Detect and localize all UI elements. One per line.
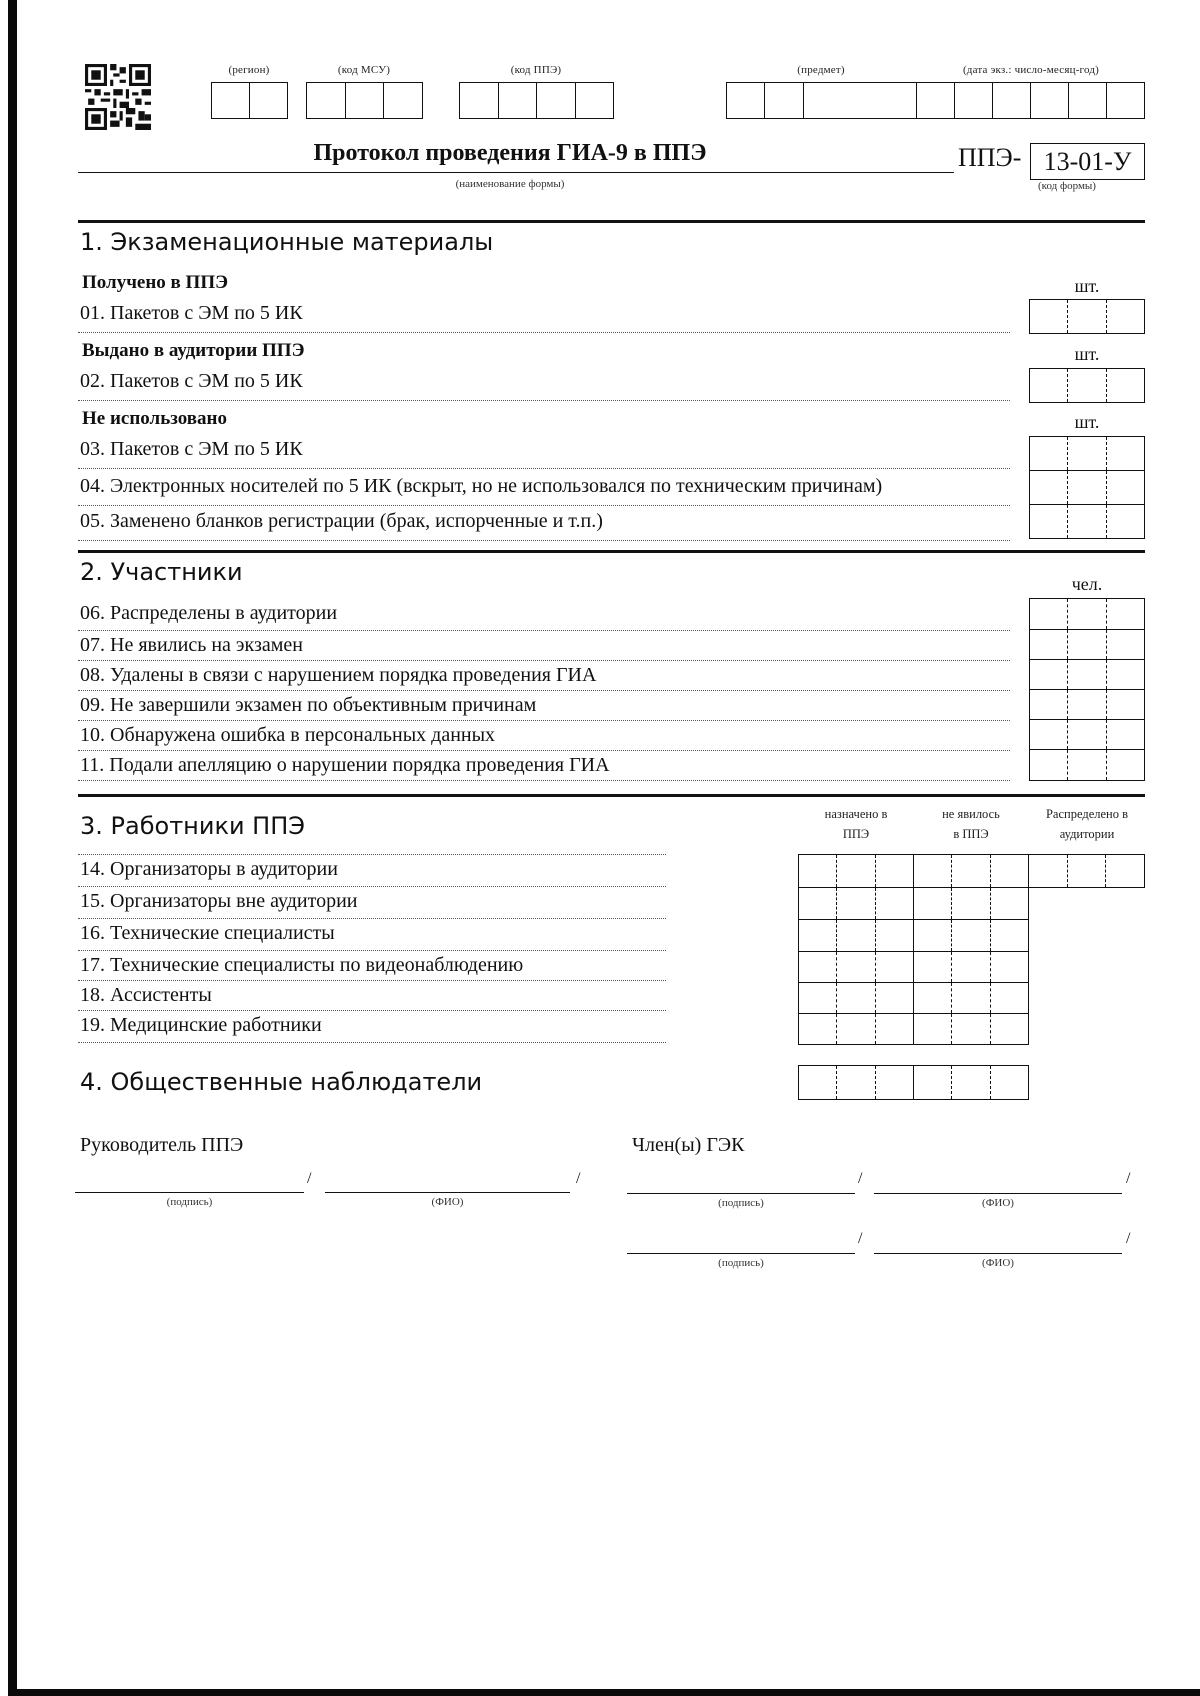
observers-assigned-field[interactable] [798, 1065, 914, 1100]
col-head-assigned [798, 804, 914, 844]
dotted-line [78, 886, 666, 887]
qr-code-icon [84, 64, 152, 130]
ppe-code-field[interactable] [459, 82, 614, 119]
date-caption: (дата экз.: число-месяц-год) [962, 64, 1100, 76]
msu-caption: (код МСУ) [337, 64, 391, 76]
exam-date-field[interactable] [916, 82, 1145, 119]
dotted-line [78, 918, 666, 919]
col-head-distributed-line2: аудитории [1059, 827, 1115, 841]
fio-caption: (ФИО) [982, 1197, 1014, 1209]
item-14-absent-field[interactable] [913, 854, 1029, 888]
sign-caption: (подпись) [718, 1197, 764, 1209]
item-01-field[interactable] [1029, 299, 1145, 334]
item-15-assigned-field[interactable] [798, 887, 914, 920]
unit-label: шт. [1074, 276, 1100, 296]
section-1-title: 1. Экзаменационные материалы [80, 228, 494, 256]
gek1-signature-line[interactable] [627, 1193, 855, 1194]
divider [78, 550, 1145, 553]
dotted-line [78, 720, 1010, 721]
col-head-absent-line1: не явилось [942, 807, 1000, 821]
dotted-line [78, 540, 1010, 541]
divider [78, 794, 1145, 797]
dotted-line [78, 690, 1010, 691]
form-title-caption: (наименование формы) [455, 178, 565, 190]
head-of-ppe-title: Руководитель ППЭ [80, 1134, 244, 1156]
item-11: 11. Подали апелляцию о нарушении порядка проведения ГИА [80, 754, 610, 776]
section-4-title: 4. Общественные наблюдатели [80, 1068, 483, 1096]
fio-caption: (ФИО) [982, 1257, 1014, 1269]
item-14-distributed-field[interactable] [1028, 854, 1145, 888]
dotted-line [78, 468, 1010, 469]
item-18: 18. Ассистенты [80, 984, 212, 1006]
dotted-line [78, 980, 666, 981]
gek2-signature-line[interactable] [627, 1253, 855, 1254]
issued-heading: Выдано в аудитории ППЭ [82, 340, 305, 361]
item-16-assigned-field[interactable] [798, 919, 914, 952]
item-09-field[interactable] [1029, 689, 1145, 720]
gek1-fio-line[interactable] [874, 1193, 1122, 1194]
head-signature-line[interactable] [75, 1192, 304, 1193]
head-fio-line[interactable] [325, 1192, 570, 1193]
item-03-field[interactable] [1029, 436, 1145, 471]
dotted-line [78, 630, 1010, 631]
region-caption: (регион) [228, 64, 270, 76]
item-16-absent-field[interactable] [913, 919, 1029, 952]
form-code-prefix: ППЭ- [958, 143, 1022, 172]
col-head-distributed-line1: Распределено в [1045, 807, 1129, 821]
item-10-field[interactable] [1029, 719, 1145, 750]
col-head-absent-line2: в ППЭ [953, 827, 989, 841]
item-16: 16. Технические специалисты [80, 922, 335, 944]
slash: / [858, 1230, 863, 1247]
fio-caption: (ФИО) [431, 1196, 464, 1208]
dotted-line [78, 1010, 666, 1011]
item-04: 04. Электронных носителей по 5 ИК (вскрыт, но не использовался по техническим причинам) [80, 475, 883, 497]
item-19: 19. Медицинские работники [80, 1014, 322, 1036]
slash: / [1126, 1170, 1131, 1187]
item-11-field[interactable] [1029, 749, 1145, 781]
sign-caption: (подпись) [166, 1196, 213, 1208]
form-code: 13-01-У [1030, 143, 1145, 180]
slash: / [858, 1170, 863, 1187]
col-head-distributed [1029, 804, 1145, 844]
slash: / [307, 1170, 312, 1187]
item-19-assigned-field[interactable] [798, 1013, 914, 1045]
divider [78, 220, 1145, 223]
dotted-line [78, 854, 666, 855]
dotted-line [78, 400, 1010, 401]
dotted-line [78, 950, 666, 951]
subject-code-field[interactable] [726, 82, 917, 119]
unit-label: чел. [1071, 574, 1103, 594]
region-code-field[interactable] [211, 82, 288, 119]
dotted-line [78, 750, 1010, 751]
unit-label: шт. [1074, 412, 1100, 432]
item-17: 17. Технические специалисты по видеонаблюдению [80, 954, 524, 976]
section-3-title: 3. Работники ППЭ [80, 812, 306, 840]
item-17-assigned-field[interactable] [798, 951, 914, 983]
item-05: 05. Заменено бланков регистрации (брак, испорченные и т.п.) [80, 510, 603, 532]
item-17-absent-field[interactable] [913, 951, 1029, 983]
item-10: 10. Обнаружена ошибка в персональных данных [80, 724, 496, 746]
unit-label: шт. [1074, 344, 1100, 364]
item-15-absent-field[interactable] [913, 887, 1029, 920]
slash: / [1126, 1230, 1131, 1247]
item-07-field[interactable] [1029, 629, 1145, 660]
item-08: 08. Удалены в связи с нарушением порядка проведения ГИА [80, 664, 597, 686]
dotted-line [78, 505, 1010, 506]
item-09: 09. Не завершили экзамен по объективным причинам [80, 694, 537, 716]
item-06: 06. Распределены в аудитории [80, 602, 338, 624]
dotted-line [78, 780, 1010, 781]
col-head-absent [913, 804, 1029, 844]
item-02: 02. Пакетов с ЭМ по 5 ИК [80, 370, 303, 392]
form-code-caption: (код формы) [1038, 180, 1096, 192]
item-03: 03. Пакетов с ЭМ по 5 ИК [80, 438, 303, 460]
col-head-assigned-line2: ППЭ [842, 827, 870, 841]
dotted-line [78, 1042, 666, 1043]
dotted-line [78, 660, 1010, 661]
observers-absent-field[interactable] [913, 1065, 1029, 1100]
item-06-field[interactable] [1029, 598, 1145, 630]
msu-code-field[interactable] [306, 82, 423, 119]
item-18-assigned-field[interactable] [798, 982, 914, 1014]
scan-edge-left [8, 0, 17, 1696]
gek2-fio-line[interactable] [874, 1253, 1122, 1254]
item-19-absent-field[interactable] [913, 1013, 1029, 1045]
item-08-field[interactable] [1029, 659, 1145, 690]
sign-caption: (подпись) [718, 1257, 764, 1269]
title-underline [78, 172, 954, 173]
dotted-line [78, 332, 1010, 333]
gek-members-title: Член(ы) ГЭК [632, 1134, 745, 1156]
item-01: 01. Пакетов с ЭМ по 5 ИК [80, 302, 303, 324]
item-02-field[interactable] [1029, 368, 1145, 403]
slash: / [576, 1170, 581, 1187]
ppe-caption: (код ППЭ) [510, 64, 562, 76]
item-04-field[interactable] [1029, 470, 1145, 505]
item-05-field[interactable] [1029, 504, 1145, 539]
section-2-title: 2. Участники [80, 558, 243, 586]
col-head-assigned-line1: назначено в [824, 807, 888, 821]
form-title: Протокол проведения ГИА-9 в ППЭ [313, 140, 707, 166]
item-14: 14. Организаторы в аудитории [80, 858, 338, 880]
item-15: 15. Организаторы вне аудитории [80, 890, 358, 912]
unused-heading: Не использовано [82, 408, 228, 429]
subject-caption: (предмет) [797, 64, 845, 76]
item-18-absent-field[interactable] [913, 982, 1029, 1014]
item-14-assigned-field[interactable] [798, 854, 914, 888]
scan-edge-bottom [8, 1689, 1200, 1696]
received-heading: Получено в ППЭ [82, 272, 228, 293]
item-07: 07. Не явились на экзамен [80, 634, 303, 656]
